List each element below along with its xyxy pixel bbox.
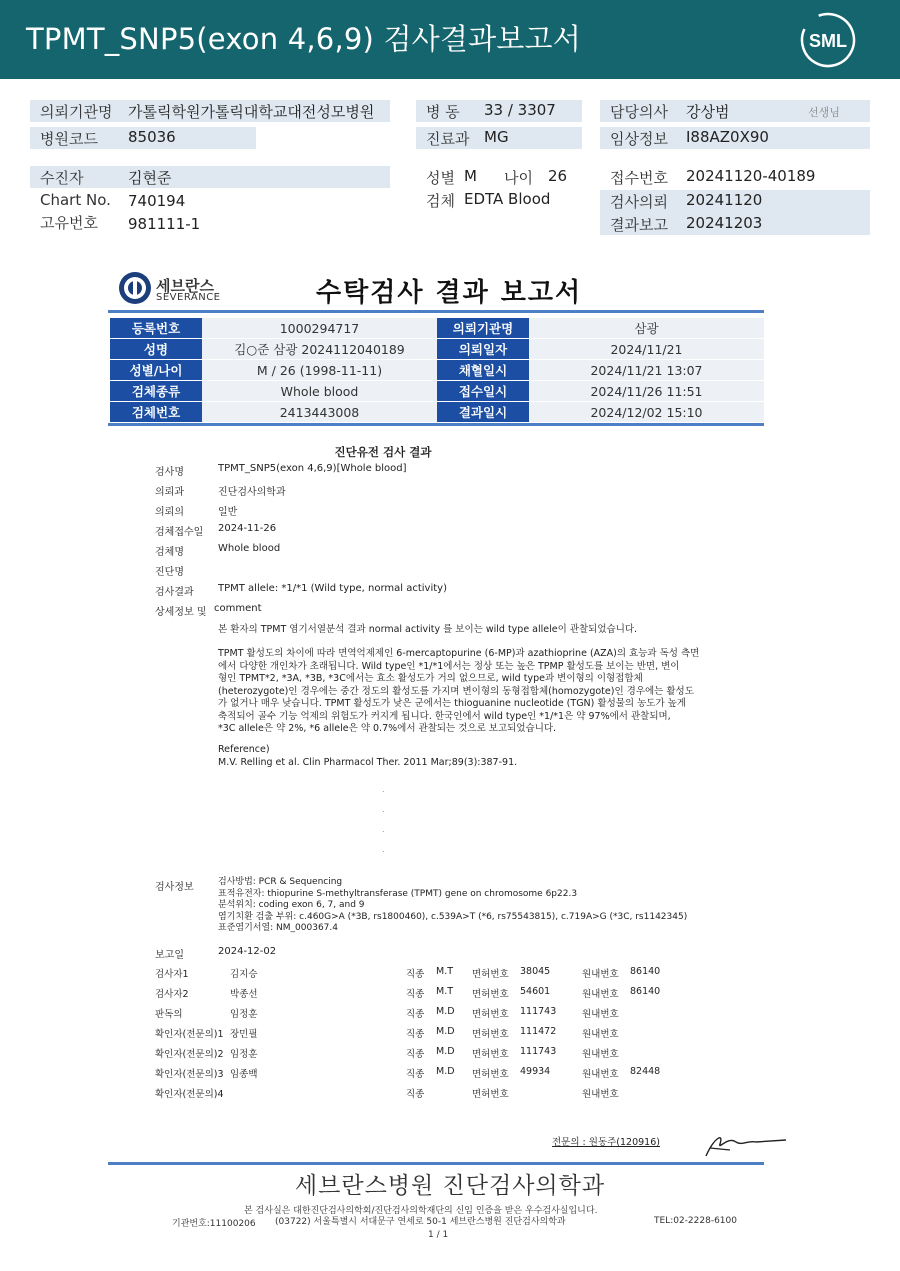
- footer-dept-name: 세브란스병원 진단검사의학과: [294, 1173, 606, 1199]
- footer-certification: 본 검사실은 대한진단검사의학회/진단검사의학재단의 신임 인증을 받은 우수검사실입니다.: [244, 1206, 598, 1216]
- signature-icon: [700, 1128, 790, 1160]
- reference-text: M.V. Relling et al. Clin Pharmacol Ther. 2011 Mar;89(3):387-91.: [218, 757, 518, 768]
- signer-in-label: 원내번호: [582, 1049, 619, 1060]
- chart-label: Chart No.: [40, 191, 111, 209]
- signer-lic: 111743: [520, 1006, 557, 1017]
- signer-lic-label: 면허번호: [472, 1049, 509, 1060]
- registration-row: [110, 339, 764, 360]
- patient-value: 김현준: [128, 169, 172, 187]
- signer-job: M.D: [436, 1006, 455, 1017]
- signer-lic: 54601: [520, 986, 551, 997]
- specialist-name: 전문의 : 원동주(120916): [552, 1137, 660, 1148]
- text-line: 표적유전자: thiopurine S-methyltransferase (TPMT) gene on chromosome 6p22.3: [218, 888, 578, 899]
- spacer-dot: .: [382, 825, 385, 834]
- result-doctor-value: 일반: [218, 507, 238, 518]
- signer-role: 검사자1: [155, 969, 189, 980]
- registration-header-cell: 검체번호: [110, 402, 202, 423]
- text-line: 에서 다양한 개인차가 초래됩니다. Wild type인 *1/*1에서는 정상 또는 높은 TPMP 활성도를 보이는 반면, 변이: [218, 660, 680, 672]
- footer-divider: [108, 1162, 764, 1165]
- doctor-value: 강상범: [686, 103, 730, 121]
- registration-header-cell: 채혈일시: [437, 360, 529, 381]
- registration-row: [110, 360, 764, 381]
- signer-job-label: 직종: [406, 1029, 425, 1040]
- org-value: 가톨릭학원가톨릭대학교대전성모병원: [128, 103, 375, 121]
- test-name-label: 검사명: [155, 467, 184, 478]
- footer-tel: TEL:02-2228-6100: [654, 1216, 737, 1226]
- severance-name-en: SEVERANCE: [156, 292, 221, 303]
- sex-value: M: [464, 167, 477, 185]
- section-title: 진단유전 검사 결과: [334, 445, 432, 459]
- patient-box: [30, 166, 390, 188]
- signer-name: 임종백: [230, 1069, 258, 1080]
- signer-lic: 49934: [520, 1066, 551, 1077]
- request-date-value: 20241120: [686, 191, 763, 209]
- signer-job-label: 직종: [406, 1089, 425, 1100]
- spacer-dot: .: [382, 785, 385, 794]
- unique-label: 고유번호: [40, 214, 98, 232]
- test-name-value: TPMT_SNP5(exon 4,6,9)[Whole blood]: [218, 463, 407, 474]
- ward-label: 병 동: [426, 103, 460, 121]
- dept-value: MG: [484, 128, 509, 146]
- registration-row: [110, 381, 764, 402]
- text-line: 분석위치: coding exon 6, 7, and 9: [218, 900, 365, 910]
- org-label: 의뢰기관명: [40, 103, 113, 121]
- signer-name: 김지승: [230, 969, 258, 980]
- registration-value-cell: 2413443008: [202, 402, 437, 423]
- signer-lic-label: 면허번호: [472, 1089, 509, 1100]
- svg-text:SML: SML: [809, 31, 847, 51]
- registration-header-cell: 결과일시: [437, 402, 529, 423]
- detail-comment: comment: [214, 603, 262, 614]
- consignment-report-title: 수탁검사 결과 보고서: [316, 278, 583, 308]
- result-label: 검사결과: [155, 587, 194, 598]
- signer-name: 박종선: [230, 989, 258, 1000]
- receipt-label: 접수번호: [610, 169, 668, 187]
- signer-in-label: 원내번호: [582, 969, 619, 980]
- signer-role: 확인자(전문의)4: [155, 1089, 224, 1100]
- severance-name-kr: 세브란스: [156, 277, 214, 295]
- divider-top: [108, 310, 764, 313]
- reference-label: Reference): [218, 744, 270, 755]
- test-info-lines: [218, 877, 687, 935]
- signer-in-label: 원내번호: [582, 1029, 619, 1040]
- registration-header-cell: 검체종류: [110, 381, 202, 402]
- signer-role: 확인자(전문의)3: [155, 1069, 224, 1080]
- registration-value-cell: Whole blood: [202, 381, 437, 402]
- age-label: 나이: [504, 169, 533, 187]
- signer-lic-label: 면허번호: [472, 1009, 509, 1020]
- registration-row: [110, 402, 764, 423]
- request-date-label: 검사의뢰: [610, 193, 668, 211]
- specimen-value: EDTA Blood: [464, 190, 551, 208]
- spacer-dot: .: [382, 845, 385, 854]
- hospital-code-value: 85036: [128, 128, 176, 146]
- doctor-label: 담당의사: [610, 103, 668, 121]
- text-line: *3C allele은 약 2%, *6 allele은 약 0.7%에서 관찰되는 것으로 보고되었습니다.: [218, 723, 557, 734]
- text-line: 가 없거나 매우 낮습니다. TPMT 활성도가 낮은 군에서는 thioguanine nucleotide (TGN) 활성물의 농도가 높게: [218, 698, 687, 709]
- signer-name: 임정훈: [230, 1049, 258, 1060]
- clinical-value: I88AZ0X90: [686, 128, 769, 146]
- registration-value-cell: 김○준 삼광 2024112040189: [202, 339, 437, 360]
- report-date-label: 결과보고: [610, 216, 668, 234]
- signer-job-label: 직종: [406, 969, 425, 980]
- result-specimen-value: Whole blood: [218, 543, 281, 554]
- result-specimen-label: 검체명: [155, 547, 184, 558]
- dept-label: 진료과: [426, 130, 470, 148]
- registration-header-cell: 성별/나이: [110, 360, 202, 381]
- signer-job-label: 직종: [406, 1049, 425, 1060]
- report-date-value-2: 2024-12-02: [218, 946, 277, 957]
- report-date-value: 20241203: [686, 214, 763, 232]
- signer-name: 장민필: [230, 1029, 258, 1040]
- receipt-value: 20241120-40189: [686, 167, 816, 185]
- signer-in-label: 원내번호: [582, 1089, 619, 1100]
- report-date-label-2: 보고일: [155, 950, 184, 961]
- signer-role: 확인자(전문의)1: [155, 1029, 224, 1040]
- registration-header-cell: 등록번호: [110, 318, 202, 339]
- signer-lic-label: 면허번호: [472, 1069, 509, 1080]
- registration-row: [110, 318, 764, 339]
- signer-job: M.D: [436, 1026, 455, 1037]
- registration-header-cell: 성명: [110, 339, 202, 360]
- sex-label: 성별: [426, 169, 455, 187]
- registration-value-cell: 2024/12/02 15:10: [529, 402, 764, 423]
- severance-emblem-icon: [118, 271, 152, 305]
- registration-value-cell: M / 26 (1998-11-11): [202, 360, 437, 381]
- doctor-suffix: 선생님: [808, 106, 840, 119]
- specimen-date-value: 2024-11-26: [218, 523, 277, 534]
- text-line: TPMT 활성도의 차이에 따라 면역억제제인 6-mercaptopurine (6-MP)과 azathioprine (AZA)의 효능과 독성 측면: [218, 648, 700, 659]
- registration-table: [110, 318, 764, 423]
- signer-in: 86140: [630, 966, 661, 977]
- signer-lic-label: 면허번호: [472, 989, 509, 1000]
- result-dept-label: 의뢰과: [155, 487, 184, 498]
- specimen-label: 검체: [426, 192, 455, 210]
- registration-value-cell: 1000294717: [202, 318, 437, 339]
- signer-role: 검사자2: [155, 989, 189, 1000]
- result-doctor-label: 의뢰의: [155, 507, 184, 518]
- signer-lic-label: 면허번호: [472, 1029, 509, 1040]
- signer-role: 확인자(전문의)2: [155, 1049, 224, 1060]
- age-value: 26: [548, 167, 568, 185]
- signer-job: M.T: [436, 986, 454, 997]
- comment-paragraph-1: 본 환자의 TPMT 염기서열분석 결과 normal activity 를 보이는 wild type allele이 관찰되었습니다.: [218, 624, 638, 635]
- comment-paragraph-2: [218, 648, 699, 736]
- footer-address: (03722) 서울특별시 서대문구 연세로 50-1 세브란스병원 진단검사의학과: [275, 1217, 566, 1227]
- ward-value: 33 / 3307: [484, 101, 556, 119]
- registration-header-cell: 의뢰기관명: [437, 318, 529, 339]
- text-line: (heterozygote)인 경우에는 중간 정도의 활성도를 가지며 변이형의 동형접합체(homozygote)인 경우에는 활성도: [218, 685, 694, 697]
- signer-lic: 38045: [520, 966, 551, 977]
- signer-name: 임정훈: [230, 1009, 258, 1020]
- clinical-label: 임상정보: [610, 130, 668, 148]
- signer-job: M.T: [436, 966, 454, 977]
- test-info-label: 검사정보: [155, 882, 194, 893]
- hospital-code-label: 병원코드: [40, 130, 98, 148]
- text-line: 표준염기서열: NM_000367.4: [218, 923, 338, 933]
- chart-value: 740194: [128, 192, 186, 210]
- signer-in: 86140: [630, 986, 661, 997]
- signer-job: M.D: [436, 1066, 455, 1077]
- spacer-dot: .: [382, 805, 385, 814]
- registration-value-cell: 2024/11/26 11:51: [529, 381, 764, 402]
- signer-job: M.D: [436, 1046, 455, 1057]
- signer-in-label: 원내번호: [582, 1009, 619, 1020]
- signer-job-label: 직종: [406, 989, 425, 1000]
- signer-in-label: 원내번호: [582, 989, 619, 1000]
- divider-bottom: [108, 423, 764, 426]
- signer-in: 82448: [630, 1066, 661, 1077]
- signer-role: 판독의: [155, 1009, 183, 1020]
- signer-job-label: 직종: [406, 1009, 425, 1020]
- registration-value-cell: 2024/11/21: [529, 339, 764, 360]
- signer-lic: 111472: [520, 1026, 557, 1037]
- text-line: 형인 TPMT*2, *3A, *3B, *3C에서는 효소 활성도가 거의 없으므로, wild type과 변이형의 이형접합체: [218, 673, 643, 684]
- signer-job-label: 직종: [406, 1069, 425, 1080]
- header-bar: [0, 0, 900, 79]
- unique-value: 981111-1: [128, 215, 201, 233]
- text-line: 검사방법: PCR & Sequencing: [218, 877, 343, 887]
- page-number: 1 / 1: [428, 1230, 449, 1240]
- patient-label: 수진자: [40, 169, 84, 187]
- text-line: 염기치환 검출 부위: c.460G>A (*3B, rs1800460), c.539A>T (*6, rs75543815), c.719A>G (*3C, rs1142345): [218, 911, 688, 922]
- result-dept-value: 진단검사의학과: [218, 487, 286, 498]
- signer-in-label: 원내번호: [582, 1069, 619, 1080]
- registration-header-cell: 접수일시: [437, 381, 529, 402]
- registration-header-cell: 의뢰일자: [437, 339, 529, 360]
- signer-lic-label: 면허번호: [472, 969, 509, 980]
- registration-value-cell: 삼광: [529, 318, 764, 339]
- result-value: TPMT allele: *1/*1 (Wild type, normal activity): [218, 583, 447, 594]
- text-line: 축적되어 골수 기능 억제의 위험도가 커지게 됩니다. 한국인에서 wild type인 *1/*1은 약 97%에서 관찰되며,: [218, 710, 671, 722]
- sml-logo-icon: [800, 12, 856, 68]
- specimen-date-label: 검체접수일: [155, 527, 204, 538]
- registration-value-cell: 2024/11/21 13:07: [529, 360, 764, 381]
- detail-label: 상세정보 및: [155, 607, 207, 618]
- report-title: TPMT_SNP5(exon 4,6,9) 검사결과보고서: [26, 22, 581, 56]
- footer-org-no: 기관번호:11100206: [172, 1219, 256, 1229]
- diagnosis-label: 진단명: [155, 567, 184, 578]
- signer-lic: 111743: [520, 1046, 557, 1057]
